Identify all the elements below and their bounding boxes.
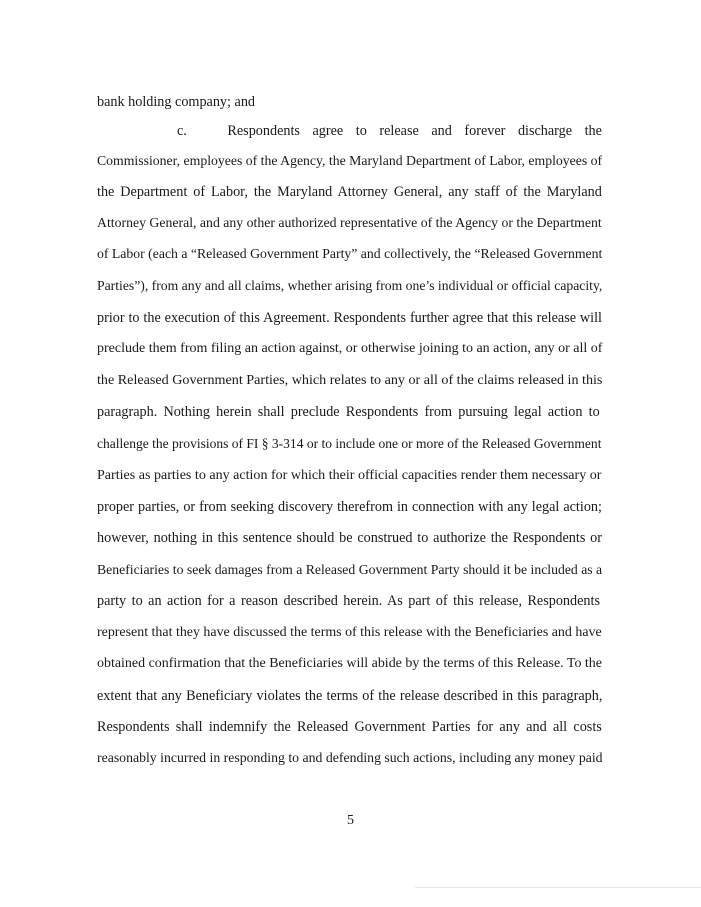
text-line: of Labor (each a “Released Government Party” and collectively, the “Released Government (97, 246, 603, 261)
word: to (355, 123, 367, 139)
text-line: proper parties, or from seeking discovery therefrom in connection with any legal action; (97, 499, 602, 515)
text-line: the Released Government Parties, which relates to any or all of the claims released in this (97, 372, 603, 388)
text-line: extent that any Beneficiary violates the terms of the release described in this paragraph, (97, 688, 603, 704)
word: the (584, 123, 602, 139)
text-line: prior to the execution of this Agreement. Respondents further agree that this release will (97, 310, 602, 326)
item-marker: c. (177, 123, 187, 139)
text-line: challenge the provisions of FI § 3-314 or to include one or more of the Released Government (97, 436, 602, 451)
word: agree (312, 123, 344, 139)
text-line: Beneficiaries to seek damages from a Released Government Party should it be included as a (97, 562, 603, 577)
text-line: however, nothing in this sentence should be construed to authorize the Respondents or (97, 530, 602, 546)
text-line: the Department of Labor, the Maryland Attorney General, any staff of the Maryland (97, 184, 602, 200)
text-line: Parties as parties to any action for which their official capacities render them necessary or (97, 467, 602, 483)
word: Respondents (227, 123, 300, 139)
text-line: party to an action for a reason described herein. As part of this release, Respondents (97, 593, 600, 609)
text-line: preclude them from filing an action against, or otherwise joining to an action, any or all of (97, 341, 603, 356)
text-line-2 (177, 122, 602, 140)
text-line: reasonably incurred in responding to and defending such actions, including any money paid (97, 750, 603, 765)
word: and (431, 123, 452, 139)
text-line: Parties”), from any and all claims, whether arising from one’s individual or official capacity, (97, 278, 603, 293)
text-line: Attorney General, and any other authorized representative of the Agency or the Department (97, 215, 602, 230)
text-line: obtained confirmation that the Beneficiaries will abide by the terms of this Release. To the (97, 656, 602, 671)
page-number: 5 (347, 813, 354, 828)
text-line-1: bank holding company; and (97, 94, 256, 110)
text-line: represent that they have discussed the terms of this release with the Beneficiaries and have (97, 625, 602, 640)
scan-artifact-line (415, 887, 701, 888)
word: discharge (517, 123, 573, 139)
text-line: Respondents shall indemnify the Released Government Parties for any and all costs (97, 719, 602, 735)
text-line: Commissioner, employees of the Agency, the Maryland Department of Labor, employees of (97, 153, 603, 168)
word: forever (464, 123, 506, 139)
word: release (379, 123, 419, 139)
text-line: paragraph. Nothing herein shall preclude Respondents from pursuing legal action to (97, 404, 600, 420)
